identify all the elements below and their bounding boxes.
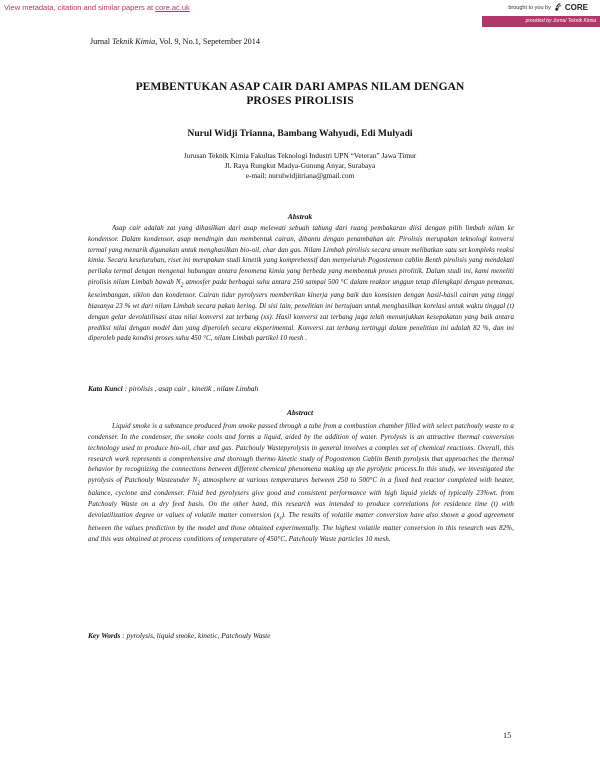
abstrak-heading: Abstrak: [287, 212, 313, 221]
core-logo-text: CORE: [564, 3, 588, 12]
affiliation-email: e-mail: nurulwidjitriana@gmail.com: [245, 171, 355, 181]
abstract-heading: Abstract: [286, 408, 314, 417]
journal-issue: , Vol. 9, No.1, Sepetember 2014: [155, 37, 260, 46]
core-provided-by[interactable]: provided by Jurnal Teknik Kimia: [482, 16, 600, 27]
journal-name: Teknik Kimia: [112, 37, 156, 46]
abstract-subscript-2: s: [279, 515, 282, 522]
abstract-text-3: ). The results of volatile matter conversion have also shown a good agreement between the values prediction by the model and those obtained experimentally. The highest volatile matter conversion in this research was 82%, and this was obtained at process conditions of temperature of 450°C, Patchouly Waste particles 10 mesh.: [88, 512, 514, 544]
abstract-body: [88, 422, 514, 546]
abstract-text-2: atmosphere at various temperatures between 250 to 500°C in a fixed bed reactor completed with heater, balance, cyclone and condenser. Fluid bed pyrolysers give good and consistent performance with high liquid yields of typically 23%wt. from Patchouly Waste on a dry feed basis. On the other hand, this research was intended to produce correlations for residence time (t) with devolatilization degree or values of volatile matter conversion (x: [88, 477, 514, 520]
kata-kunci-label: Kata Kunci: [88, 384, 123, 393]
title-line-1: PEMBENTUKAN ASAP CAIR DARI AMPAS NILAM DENGAN: [135, 81, 465, 93]
core-logo-icon: [554, 3, 563, 12]
abstrak-body: [88, 224, 514, 345]
abstrak-text-1: Asap cair adalah zat yang dihasilkan dari asap melewati sebuah tabung dari ruang pembakaran diisi dengan pilih limbah nilam ke kondensor. Dalam kondensor, asap mendingin dan membentuk cairan, dibantu dengan penambahan air. Pirolisis merupakan teknologi konversi termal yang menarik digunakan untuk menghasilkan bio-oil, char dan gas. Nilam Limbah pirolisis secara umum melibatkan satu set kompleks reaksi kimia. Secara keseluruhan, riset ini merupakan studi kinetik yang komprehensif dan menyeluruh Pogostemon cablin Benth pirolisis yang mendekati perilaku termal dengan mengenai hubungan antara fenomena kimia yang berbeda yang membentuk proses pirolitik. Dalam studi ini, kami meneliti pirolisis nilam Limbah bawah N: [88, 225, 514, 286]
journal-header: [90, 37, 260, 46]
journal-prefix: Jurnal: [90, 37, 111, 46]
key-words: [88, 631, 514, 640]
abstrak-text-2: atmosfer pada berbagai suhu antara 250 sampai 500 °C dalam reaktor unggun tetap dilengkapi dengan pemanas, keseimbangan, siklon dan kondensor. Cairan tidur pyrolysers memberikan kinerja yang baik dan konsisten dengan hasil-hasil cairan yang tinggi biasanya 23 % wt dari nilam Limbah secara pakan kering. Di sisi lain, penelitian ini bertujuan untuk menghasilkan korelasi untuk waktu tinggal (t) dengan gelar devolatilisasi atau nilai konversi zat terbang (xs). Hasil konversi zat terbang juga telah menunjukkan kesepakatan yang baik antara prediksi nilai dengan model dan yang diperoleh secara eksperimental. Konversi zat terbang tertinggi dalam penelitian ini adalah 82 %, dan ini diperoleh pada kondisi proses suhu 450 °C, nilam Limbah partikel 10 mesh .: [88, 278, 514, 343]
affiliation: [60, 151, 540, 182]
key-words-label: Key Words: [88, 631, 121, 640]
affiliation-line-2: Jl. Raya Rungkut Madya-Gunung Anyar, Surabaya: [224, 161, 376, 171]
title-line-2: PROSES PIROLISIS: [246, 95, 354, 107]
core-brought-text: brought to you by: [508, 4, 551, 11]
affiliation-line-1: Jurusan Teknik Kimia Fakultas Teknologi Industri UPN “Veteran” Jawa Timur: [183, 151, 417, 160]
core-link[interactable]: core.ac.uk: [155, 3, 190, 12]
core-brought-by[interactable]: [508, 3, 588, 12]
abstract-subscript-1: 2: [197, 480, 201, 487]
core-view-text: View metadata, citation and similar papers at: [4, 3, 154, 12]
paper-title: [60, 80, 540, 108]
core-metadata-notice: [0, 0, 218, 16]
abstrak-subscript: 2: [180, 282, 184, 289]
kata-kunci: [88, 384, 514, 393]
key-words-value: : pyrolysis, liquid smoke, kinetic, Patchouly Waste: [122, 631, 271, 640]
page-number: 15: [503, 731, 512, 740]
core-banner: [0, 0, 600, 27]
core-logo[interactable]: [554, 3, 588, 12]
abstract-text-1: Liquid smoke is a substance produced from smoke passed through a tube from a combustion chamber filled with select patchouly waste to a condenser. In the condenser, the smoke cools and forms a liquid, aided by the addition of water. Pyrolysis is an attractive thermal conversion technology used to produce bio-oil, char and gas. Patchouly Wastepyrolysis in general involves a complex set of chemical reactions. Overall, this research work represents a comprehensive and thorough thermo kinetic study of Pogostemon Cablin Benth pyrolysis that approaches the thermal behavior by recognizing the connections between different chemical phenomena making up the pyrolytic process.In this study, we investigated the pyrolysis of Patchouly Wasteunder N: [88, 423, 514, 485]
kata-kunci-value: : pirolisis , asap cair , kinetik , nilam Limbah: [124, 384, 259, 393]
authors: Nurul Widji Trianna, Bambang Wahyudi, Edi Mulyadi: [187, 128, 413, 139]
